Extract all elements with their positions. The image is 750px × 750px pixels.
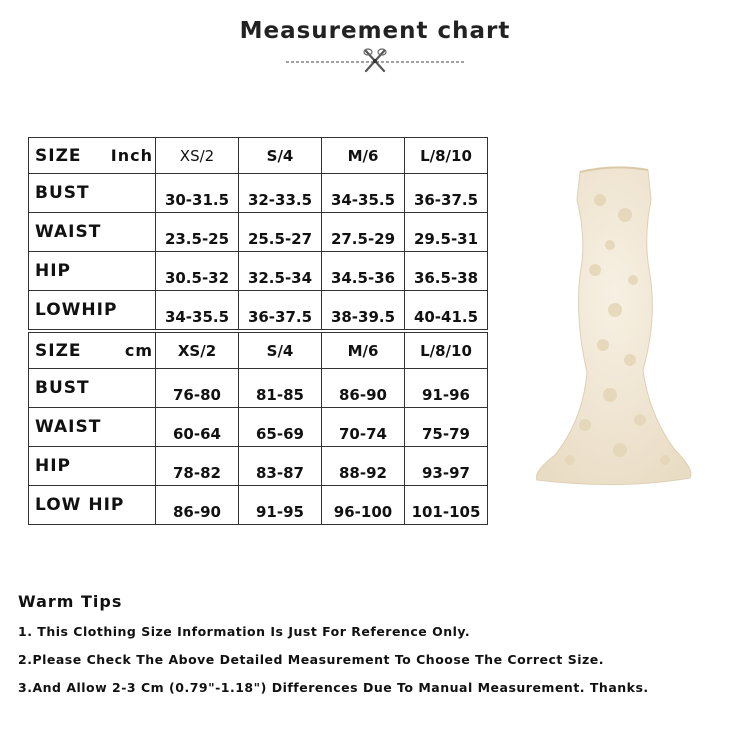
scissors-ornament-icon bbox=[284, 46, 468, 74]
table-cell: 23.5-25 bbox=[156, 213, 239, 252]
table-row bbox=[29, 486, 488, 525]
table-cell: 91-96 bbox=[405, 369, 488, 408]
table-cell: 32-33.5 bbox=[239, 174, 322, 213]
table-cell: 34.5-36 bbox=[322, 252, 405, 291]
unit-label: Inch bbox=[110, 145, 153, 165]
size-header-cell bbox=[29, 138, 156, 174]
size-column-header: XS/2 bbox=[156, 138, 239, 174]
size-column-header: L/8/10 bbox=[405, 333, 488, 369]
size-column-header: M/6 bbox=[322, 333, 405, 369]
table-cell: 86-90 bbox=[322, 369, 405, 408]
table-cell: 75-79 bbox=[405, 408, 488, 447]
table-cell: 36.5-38 bbox=[405, 252, 488, 291]
table-row bbox=[29, 447, 488, 486]
table-cell: 86-90 bbox=[156, 486, 239, 525]
row-label: WAIST bbox=[29, 408, 156, 447]
row-label: LOW HIP bbox=[29, 486, 156, 525]
table-cell: 30-31.5 bbox=[156, 174, 239, 213]
table-cell: 36-37.5 bbox=[239, 291, 322, 330]
row-label: WAIST bbox=[29, 213, 156, 252]
size-table-cm bbox=[28, 332, 488, 525]
dress-image bbox=[525, 160, 710, 495]
tip-item: 2.Please Check The Above Detailed Measurement To Choose The Correct Size. bbox=[18, 652, 604, 667]
size-label: SIZE bbox=[35, 145, 82, 166]
table-cell: 30.5-32 bbox=[156, 252, 239, 291]
table-row bbox=[29, 369, 488, 408]
row-label: LOWHIP bbox=[29, 291, 156, 330]
size-header-cell bbox=[29, 333, 156, 369]
table-cell: 29.5-31 bbox=[405, 213, 488, 252]
size-column-header: M/6 bbox=[322, 138, 405, 174]
table-cell: 32.5-34 bbox=[239, 252, 322, 291]
tip-item: 1. This Clothing Size Information Is Just For Reference Only. bbox=[18, 624, 471, 639]
size-column-header: S/4 bbox=[239, 333, 322, 369]
size-column-header: S/4 bbox=[239, 138, 322, 174]
table-header-row bbox=[29, 138, 488, 174]
table-cell: 36-37.5 bbox=[405, 174, 488, 213]
table-cell: 40-41.5 bbox=[405, 291, 488, 330]
table-cell: 76-80 bbox=[156, 369, 239, 408]
table-cell: 27.5-29 bbox=[322, 213, 405, 252]
table-cell: 81-85 bbox=[239, 369, 322, 408]
table-cell: 38-39.5 bbox=[322, 291, 405, 330]
table-cell: 88-92 bbox=[322, 447, 405, 486]
table-cell: 101-105 bbox=[405, 486, 488, 525]
row-label: BUST bbox=[29, 174, 156, 213]
row-label: HIP bbox=[29, 252, 156, 291]
table-cell: 34-35.5 bbox=[322, 174, 405, 213]
table-row bbox=[29, 174, 488, 213]
size-column-header: L/8/10 bbox=[405, 138, 488, 174]
table-cell: 93-97 bbox=[405, 447, 488, 486]
size-column-header: XS/2 bbox=[156, 333, 239, 369]
size-label: SIZE bbox=[35, 340, 82, 361]
table-cell: 83-87 bbox=[239, 447, 322, 486]
table-cell: 91-95 bbox=[239, 486, 322, 525]
table-cell: 70-74 bbox=[322, 408, 405, 447]
tip-item: 3.And Allow 2-3 Cm (0.79"-1.18") Differences Due To Manual Measurement. Thanks. bbox=[18, 680, 649, 695]
table-row bbox=[29, 213, 488, 252]
table-cell: 60-64 bbox=[156, 408, 239, 447]
page-title: Measurement chart bbox=[239, 18, 511, 44]
table-row bbox=[29, 291, 488, 330]
size-table-inch bbox=[28, 137, 488, 330]
table-cell: 25.5-27 bbox=[239, 213, 322, 252]
row-label: BUST bbox=[29, 369, 156, 408]
warm-tips-heading: Warm Tips bbox=[18, 592, 123, 611]
table-cell: 65-69 bbox=[239, 408, 322, 447]
table-cell: 96-100 bbox=[322, 486, 405, 525]
table-cell: 34-35.5 bbox=[156, 291, 239, 330]
unit-label: cm bbox=[124, 340, 153, 360]
row-label: HIP bbox=[29, 447, 156, 486]
table-row bbox=[29, 252, 488, 291]
table-header-row bbox=[29, 333, 488, 369]
table-row bbox=[29, 408, 488, 447]
table-cell: 78-82 bbox=[156, 447, 239, 486]
